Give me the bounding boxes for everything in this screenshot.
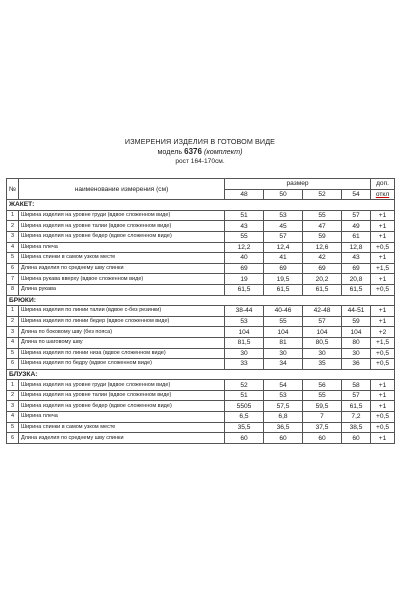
row-number: 7 bbox=[7, 274, 19, 285]
row-number: 2 bbox=[7, 221, 19, 232]
tolerance-value: +1 bbox=[371, 390, 395, 401]
size-value: 60 bbox=[303, 433, 342, 444]
size-value: 57 bbox=[342, 390, 371, 401]
row-number: 6 bbox=[7, 433, 19, 444]
size-value: 80 bbox=[342, 337, 371, 348]
section-title: ЖАКЕТ: bbox=[7, 200, 395, 211]
measurement-name: Ширина изделия на уровне бедер (вдвое сложенном виде) bbox=[19, 231, 225, 242]
table-row bbox=[7, 327, 395, 338]
row-number: 5 bbox=[7, 253, 19, 264]
model-note: (комплект) bbox=[203, 147, 243, 156]
tolerance-value: +0,5 bbox=[371, 359, 395, 370]
size-header-50: 50 bbox=[264, 189, 303, 200]
size-value: 57 bbox=[342, 210, 371, 221]
size-value: 53 bbox=[264, 210, 303, 221]
row-number: 4 bbox=[7, 337, 19, 348]
size-value: 104 bbox=[264, 327, 303, 338]
size-value: 51 bbox=[225, 210, 264, 221]
row-number: 6 bbox=[7, 263, 19, 274]
size-value: 36,5 bbox=[264, 422, 303, 433]
row-number: 5 bbox=[7, 348, 19, 359]
measurement-name: Длина изделия по среднему шву спинки bbox=[19, 433, 225, 444]
size-value: 61,5 bbox=[342, 401, 371, 412]
size-value: 6,8 bbox=[264, 412, 303, 423]
table-row bbox=[7, 422, 395, 433]
row-number: 3 bbox=[7, 231, 19, 242]
size-value: 104 bbox=[303, 327, 342, 338]
size-value: 104 bbox=[342, 327, 371, 338]
size-value: 12,6 bbox=[303, 242, 342, 253]
row-number: 1 bbox=[7, 210, 19, 221]
row-number: 8 bbox=[7, 284, 19, 295]
size-value: 61 bbox=[342, 231, 371, 242]
size-value: 57,5 bbox=[264, 401, 303, 412]
table-row bbox=[7, 263, 395, 274]
size-value: 30 bbox=[342, 348, 371, 359]
size-value: 30 bbox=[264, 348, 303, 359]
size-value: 59,5 bbox=[303, 401, 342, 412]
size-value: 58 bbox=[342, 380, 371, 391]
size-value: 7 bbox=[303, 412, 342, 423]
size-header-54: 54 bbox=[342, 189, 371, 200]
size-header-52: 52 bbox=[303, 189, 342, 200]
size-value: 59 bbox=[342, 316, 371, 327]
size-value: 36 bbox=[342, 359, 371, 370]
measurement-name: Ширина изделия по линии бедер (вдвое сложенном виде) bbox=[19, 316, 225, 327]
size-value: 60 bbox=[225, 433, 264, 444]
table-row bbox=[7, 337, 395, 348]
tolerance-value: +2 bbox=[371, 327, 395, 338]
row-number: 1 bbox=[7, 306, 19, 317]
measurement-name: Длина по боковому шву (без пояса) bbox=[19, 327, 225, 338]
measurement-name: Ширина изделия на уровне груди (вдвое сложенном виде) bbox=[19, 380, 225, 391]
table-row bbox=[7, 433, 395, 444]
size-value: 61,5 bbox=[264, 284, 303, 295]
size-value: 43 bbox=[225, 221, 264, 232]
size-value: 38-44 bbox=[225, 306, 264, 317]
size-value: 80,5 bbox=[303, 337, 342, 348]
size-value: 69 bbox=[225, 263, 264, 274]
tolerance-value: +0,5 bbox=[371, 284, 395, 295]
model-line bbox=[0, 147, 400, 157]
col-otkl-header: откл bbox=[371, 189, 395, 200]
size-value: 20,2 bbox=[303, 274, 342, 285]
size-value: 49 bbox=[342, 221, 371, 232]
size-value: 61,5 bbox=[225, 284, 264, 295]
section-title: БРЮКИ: bbox=[7, 295, 395, 306]
measurement-name: Ширина изделия на уровне бедер (вдвое сложенном виде) bbox=[19, 401, 225, 412]
size-value: 41 bbox=[264, 253, 303, 264]
document-header bbox=[0, 136, 400, 167]
size-value: 5505 bbox=[225, 401, 264, 412]
tolerance-value: +1,5 bbox=[371, 263, 395, 274]
tolerance-value: +1 bbox=[371, 231, 395, 242]
size-value: 55 bbox=[264, 316, 303, 327]
measurement-name: Ширина изделия на уровне груди (вдвое сложенном виде) bbox=[19, 210, 225, 221]
size-value: 42-48 bbox=[303, 306, 342, 317]
height-range: рост 164-170см. bbox=[175, 158, 225, 165]
size-value: 69 bbox=[303, 263, 342, 274]
table-row bbox=[7, 231, 395, 242]
size-value: 60 bbox=[342, 433, 371, 444]
size-value: 53 bbox=[225, 316, 264, 327]
row-number: 3 bbox=[7, 401, 19, 412]
size-value: 55 bbox=[303, 210, 342, 221]
model-number: 6376 bbox=[184, 147, 202, 156]
document-title: ИЗМЕРЕНИЯ ИЗДЕЛИЯ В ГОТОВОМ ВИДЕ bbox=[124, 137, 276, 146]
tolerance-value: +1 bbox=[371, 221, 395, 232]
measurement-name: Ширина плеча bbox=[19, 412, 225, 423]
size-value: 51 bbox=[225, 390, 264, 401]
size-value: 33 bbox=[225, 359, 264, 370]
size-value: 47 bbox=[303, 221, 342, 232]
size-value: 44-51 bbox=[342, 306, 371, 317]
measurements-body bbox=[7, 200, 395, 444]
size-value: 12,8 bbox=[342, 242, 371, 253]
row-number: 6 bbox=[7, 359, 19, 370]
tolerance-value: +0,5 bbox=[371, 422, 395, 433]
size-value: 19 bbox=[225, 274, 264, 285]
size-value: 37,5 bbox=[303, 422, 342, 433]
size-value: 57 bbox=[303, 316, 342, 327]
size-value: 59 bbox=[303, 231, 342, 242]
size-value: 40 bbox=[225, 253, 264, 264]
tolerance-value: +1 bbox=[371, 274, 395, 285]
table-row bbox=[7, 412, 395, 423]
table-row bbox=[7, 242, 395, 253]
row-number: 4 bbox=[7, 242, 19, 253]
size-value: 60 bbox=[264, 433, 303, 444]
tolerance-value: +0,5 bbox=[371, 242, 395, 253]
table-row bbox=[7, 284, 395, 295]
tolerance-value: +1 bbox=[371, 210, 395, 221]
size-value: 54 bbox=[264, 380, 303, 391]
measurement-name: Ширина спинки в самом узком месте bbox=[19, 422, 225, 433]
tolerance-value: +1 bbox=[371, 316, 395, 327]
header-row-1 bbox=[7, 179, 395, 190]
size-value: 81,5 bbox=[225, 337, 264, 348]
tolerance-value: +1,5 bbox=[371, 337, 395, 348]
size-value: 40-46 bbox=[264, 306, 303, 317]
size-value: 57 bbox=[264, 231, 303, 242]
size-value: 35 bbox=[303, 359, 342, 370]
table-row bbox=[7, 221, 395, 232]
size-value: 42 bbox=[303, 253, 342, 264]
table-row bbox=[7, 316, 395, 327]
col-dop-header: доп. bbox=[371, 179, 395, 190]
size-value: 30 bbox=[225, 348, 264, 359]
table-row bbox=[7, 401, 395, 412]
table-row bbox=[7, 380, 395, 391]
row-number: 2 bbox=[7, 390, 19, 401]
table-row bbox=[7, 253, 395, 264]
measurement-name: Ширина спинки в самом узком месте bbox=[19, 253, 225, 264]
measurement-name: Ширина изделия по линии талии (вдвое с-без резинки) bbox=[19, 306, 225, 317]
size-value: 55 bbox=[225, 231, 264, 242]
table-row bbox=[7, 359, 395, 370]
col-num-header: № bbox=[7, 179, 19, 200]
size-value: 30 bbox=[303, 348, 342, 359]
section-title: БЛУЗКА: bbox=[7, 369, 395, 380]
size-value: 12,2 bbox=[225, 242, 264, 253]
measurement-name: Длина по шаговому шву bbox=[19, 337, 225, 348]
measurement-name: Ширина изделия на уровне талии (вдвое сложенном виде) bbox=[19, 221, 225, 232]
size-value: 81 bbox=[264, 337, 303, 348]
size-value: 61,5 bbox=[342, 284, 371, 295]
row-number: 5 bbox=[7, 422, 19, 433]
size-value: 35,5 bbox=[225, 422, 264, 433]
size-value: 19,5 bbox=[264, 274, 303, 285]
size-value: 52 bbox=[225, 380, 264, 391]
row-number: 3 bbox=[7, 327, 19, 338]
measurement-name: Ширина плеча bbox=[19, 242, 225, 253]
col-name-header: наименование измерения (см) bbox=[19, 179, 225, 200]
size-value: 34 bbox=[264, 359, 303, 370]
size-value: 53 bbox=[264, 390, 303, 401]
table-row bbox=[7, 348, 395, 359]
size-value: 43 bbox=[342, 253, 371, 264]
tolerance-value: +1 bbox=[371, 380, 395, 391]
size-value: 69 bbox=[342, 263, 371, 274]
tolerance-value: +1 bbox=[371, 306, 395, 317]
size-value: 6,5 bbox=[225, 412, 264, 423]
section-row bbox=[7, 369, 395, 380]
size-value: 104 bbox=[225, 327, 264, 338]
tolerance-value: +0,5 bbox=[371, 348, 395, 359]
section-row bbox=[7, 200, 395, 211]
size-value: 55 bbox=[303, 390, 342, 401]
measurement-name: Ширина изделия по бедру (вдвое сложенном виде) bbox=[19, 359, 225, 370]
row-number: 2 bbox=[7, 316, 19, 327]
table-row bbox=[7, 390, 395, 401]
table-row bbox=[7, 210, 395, 221]
size-header-48: 48 bbox=[225, 189, 264, 200]
measurement-name: Длина изделия по среднему шву спинки bbox=[19, 263, 225, 274]
measurement-name: Ширина рукава вверху (вдвое сложенном виде) bbox=[19, 274, 225, 285]
col-size-header: размер bbox=[225, 179, 371, 190]
tolerance-value: +0,5 bbox=[371, 412, 395, 423]
row-number: 1 bbox=[7, 380, 19, 391]
measurement-name: Ширина изделия по линии низа (вдвое сложенном виде) bbox=[19, 348, 225, 359]
tolerance-value: +1 bbox=[371, 253, 395, 264]
size-value: 20,8 bbox=[342, 274, 371, 285]
measurement-name: Длина рукава bbox=[19, 284, 225, 295]
row-number: 4 bbox=[7, 412, 19, 423]
measurements-table bbox=[6, 178, 395, 444]
size-value: 45 bbox=[264, 221, 303, 232]
tolerance-value: +1 bbox=[371, 433, 395, 444]
size-value: 7,2 bbox=[342, 412, 371, 423]
measurement-name: Ширина изделия на уровне талии (вдвое сложенном виде) bbox=[19, 390, 225, 401]
size-value: 12,4 bbox=[264, 242, 303, 253]
size-value: 61,5 bbox=[303, 284, 342, 295]
size-value: 69 bbox=[264, 263, 303, 274]
section-row bbox=[7, 295, 395, 306]
table-row bbox=[7, 274, 395, 285]
size-value: 38,5 bbox=[342, 422, 371, 433]
tolerance-value: +1 bbox=[371, 401, 395, 412]
size-value: 56 bbox=[303, 380, 342, 391]
model-prefix: модель bbox=[157, 147, 183, 156]
table-row bbox=[7, 306, 395, 317]
